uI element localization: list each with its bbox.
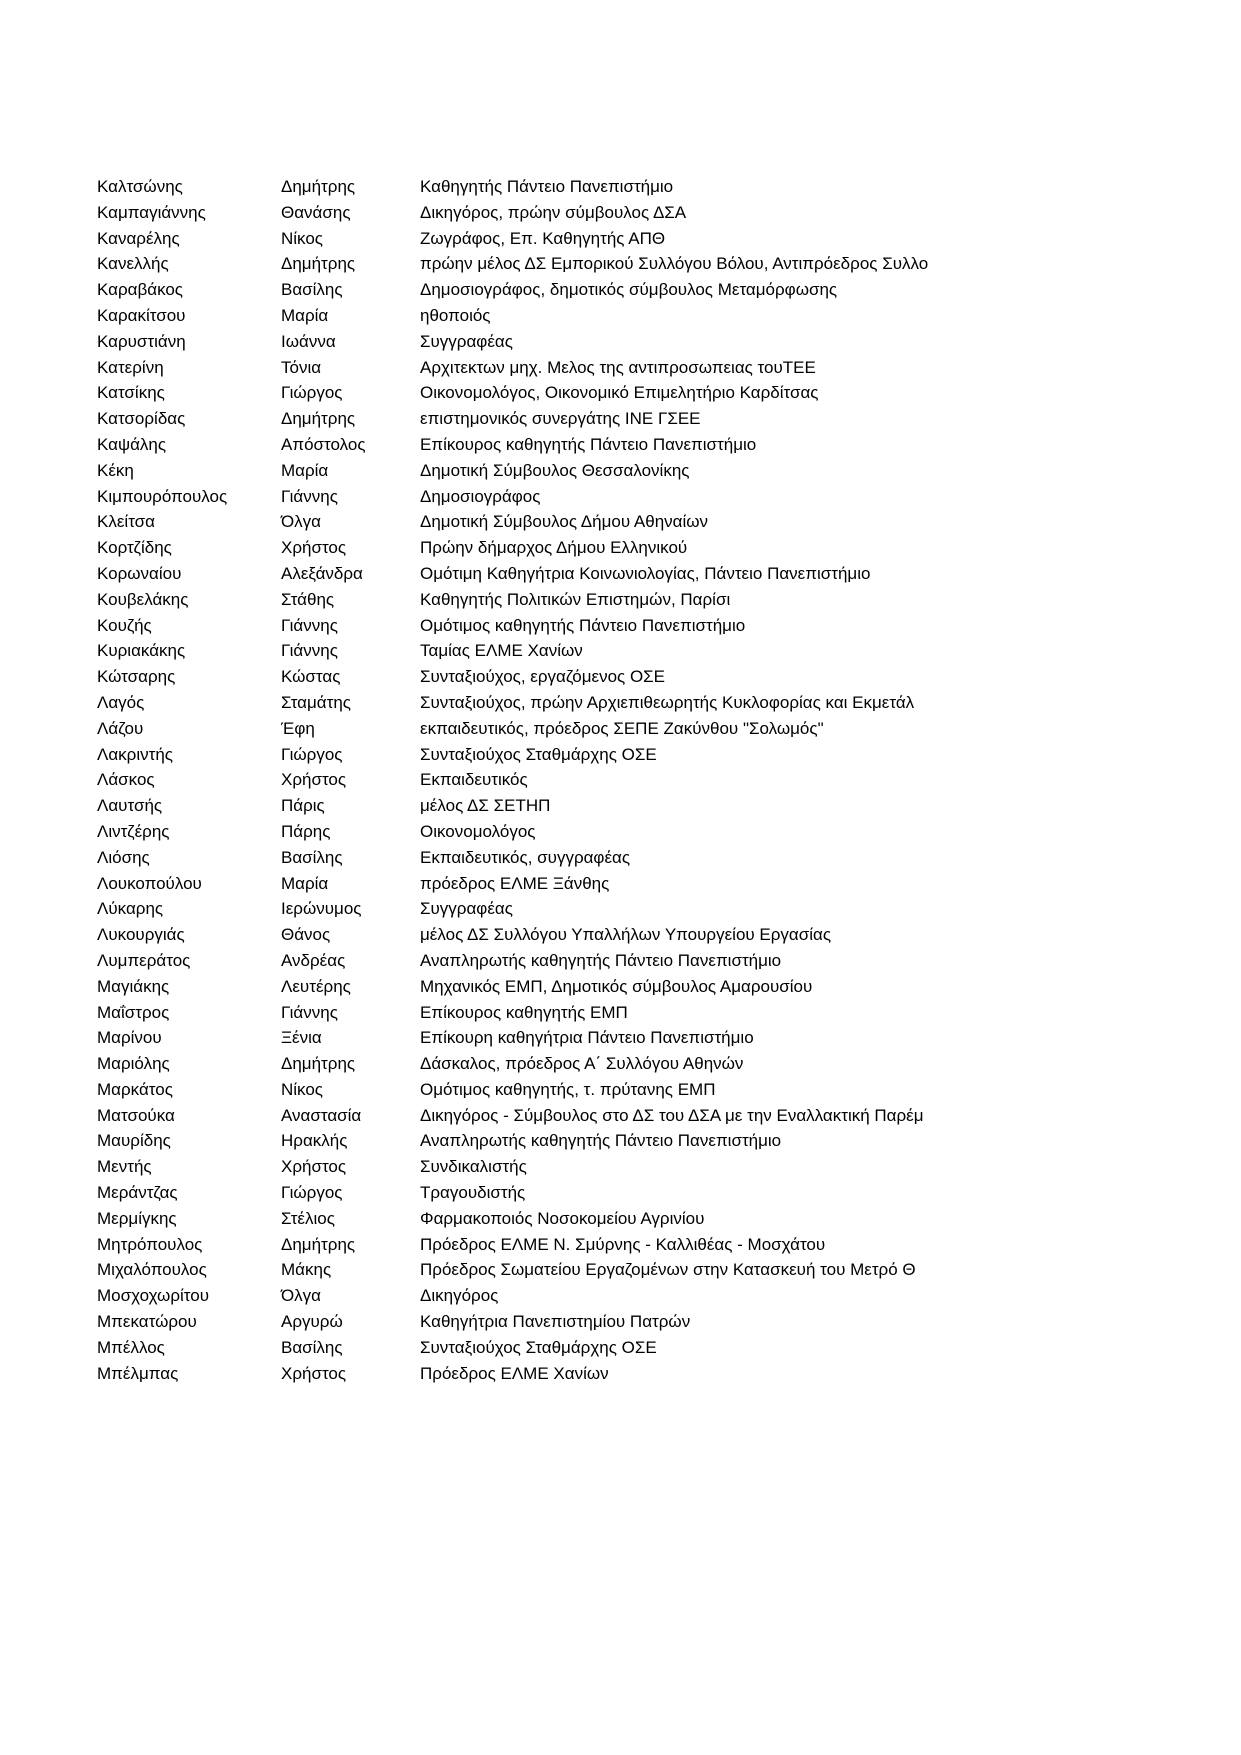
role-cell: Συνταξιούχος Σταθμάρχης ΟΣΕ	[420, 1337, 657, 1357]
role-cell: πρώην μέλος ΔΣ Εμπορικού Συλλόγου Βόλου, Αντιπρόεδρος Συλλο	[420, 254, 929, 274]
table-row	[0, 251, 1241, 277]
surname-cell: Καρυστιάνη	[97, 331, 186, 351]
surname-cell: Κατσίκης	[97, 383, 165, 403]
role-cell: Επίκουρος καθηγητής ΕΜΠ	[420, 1002, 628, 1022]
role-cell: Δημοτική Σύμβουλος Δήμου Αθηναίων	[420, 512, 709, 532]
firstname-cell: Πάρις	[281, 796, 325, 816]
firstname-cell: Στέλιος	[281, 1208, 335, 1228]
role-cell: Πρόεδρος Σωματείου Εργαζομένων στην Κατασκευή του Μετρό Θ	[420, 1260, 916, 1280]
surname-cell: Κλείτσα	[97, 512, 155, 532]
role-cell: πρόεδρος ΕΛΜΕ Ξάνθης	[420, 873, 610, 893]
firstname-cell: Βασίλης	[281, 1337, 343, 1357]
table-row	[0, 1128, 1241, 1154]
role-cell: Δημοσιογράφος, δημοτικός σύμβουλος Μεταμόρφωσης	[420, 280, 838, 300]
firstname-cell: Σταμάτης	[281, 692, 351, 712]
table-row	[0, 819, 1241, 845]
role-cell: Δικηγόρος	[420, 1286, 499, 1306]
table-row	[0, 1180, 1241, 1206]
table-row	[0, 1051, 1241, 1077]
surname-cell: Μαΐστρος	[97, 1002, 170, 1022]
firstname-cell: Στάθης	[281, 589, 335, 609]
role-cell: Ζωγράφος, Επ. Καθηγητής ΑΠΘ	[420, 228, 666, 248]
role-cell: Πρώην δήμαρχος Δήμου Ελληνικού	[420, 538, 688, 558]
table-row	[0, 793, 1241, 819]
surname-cell: Μπέλμπας	[97, 1363, 179, 1383]
surname-cell: Μαρκάτος	[97, 1079, 173, 1099]
surname-cell: Μεντής	[97, 1157, 152, 1177]
firstname-cell: Δημήτρης	[281, 1234, 356, 1254]
surname-cell: Λαυτσής	[97, 796, 163, 816]
firstname-cell: Μαρία	[281, 305, 329, 325]
role-cell: Τραγουδιστής	[420, 1183, 526, 1203]
role-cell: Επίκουρος καθηγητής Πάντειο Πανεπιστήμιο	[420, 434, 757, 454]
role-cell: Δικηγόρος - Σύμβουλος στο ΔΣ του ΔΣΑ με την Εναλλακτική Παρέμ	[420, 1105, 924, 1125]
surname-cell: Κέκη	[97, 460, 134, 480]
role-cell: Συνδικαλιστής	[420, 1157, 527, 1177]
firstname-cell: Πάρης	[281, 821, 331, 841]
table-row	[0, 1361, 1241, 1387]
firstname-cell: Μάκης	[281, 1260, 332, 1280]
table-row	[0, 1000, 1241, 1026]
firstname-cell: Νίκος	[281, 228, 323, 248]
table-row	[0, 561, 1241, 587]
surname-cell: Κυριακάκης	[97, 641, 186, 661]
role-cell: Συγγραφέας	[420, 899, 513, 919]
firstname-cell: Χρήστος	[281, 1363, 347, 1383]
role-cell: Ομότιμος καθηγητής, τ. πρύτανης ΕΜΠ	[420, 1079, 716, 1099]
table-row	[0, 896, 1241, 922]
surname-cell: Λύκαρης	[97, 899, 164, 919]
surname-cell: Λυμπεράτος	[97, 950, 191, 970]
role-cell: Δημοτική Σύμβουλος Θεσσαλονίκης	[420, 460, 690, 480]
role-cell: Καθηγητής Πολιτικών Επιστημών, Παρίσι	[420, 589, 731, 609]
table-row	[0, 767, 1241, 793]
role-cell: Δικηγόρος, πρώην σύμβουλος ΔΣΑ	[420, 202, 687, 222]
surname-cell: Κώτσαρης	[97, 667, 176, 687]
surname-cell: Μερμίγκης	[97, 1208, 177, 1228]
table-row	[0, 716, 1241, 742]
surname-cell: Κατσορίδας	[97, 409, 186, 429]
role-cell: ηθοποιός	[420, 305, 491, 325]
surname-cell: Κουβελάκης	[97, 589, 189, 609]
role-cell: Μηχανικός ΕΜΠ, Δημοτικός σύμβουλος Αμαρουσίου	[420, 976, 813, 996]
table-row	[0, 1206, 1241, 1232]
table-row	[0, 226, 1241, 252]
table-row	[0, 200, 1241, 226]
firstname-cell: Γιώργος	[281, 1183, 343, 1203]
role-cell: Αναπληρωτής καθηγητής Πάντειο Πανεπιστήμιο	[420, 950, 782, 970]
surname-cell: Λάζου	[97, 718, 144, 738]
surname-cell: Μοσχοχωρίτου	[97, 1286, 209, 1306]
firstname-cell: Λευτέρης	[281, 976, 351, 996]
surname-cell: Κουζής	[97, 615, 152, 635]
surname-cell: Λουκοπούλου	[97, 873, 202, 893]
surname-cell: Λιόσης	[97, 847, 150, 867]
surname-cell: Λάσκος	[97, 770, 155, 790]
firstname-cell: Χρήστος	[281, 770, 347, 790]
firstname-cell: Όλγα	[281, 1286, 321, 1306]
firstname-cell: Μαρία	[281, 873, 329, 893]
role-cell: μέλος ΔΣ Συλλόγου Υπαλλήλων Υπουργείου Εργασίας	[420, 925, 832, 945]
table-row	[0, 329, 1241, 355]
firstname-cell: Γιάννης	[281, 615, 338, 635]
role-cell: Συνταξιούχος Σταθμάρχης ΟΣΕ	[420, 744, 657, 764]
table-row	[0, 406, 1241, 432]
firstname-cell: Θάνος	[281, 925, 331, 945]
firstname-cell: Απόστολος	[281, 434, 366, 454]
surname-cell: Καμπαγιάννης	[97, 202, 206, 222]
firstname-cell: Βασίλης	[281, 847, 343, 867]
table-row	[0, 277, 1241, 303]
firstname-cell: Ιωάννα	[281, 331, 336, 351]
surname-cell: Μαυρίδης	[97, 1131, 171, 1151]
firstname-cell: Μαρία	[281, 460, 329, 480]
table-row	[0, 1077, 1241, 1103]
surname-cell: Λιντζέρης	[97, 821, 170, 841]
firstname-cell: Αναστασία	[281, 1105, 362, 1125]
firstname-cell: Γιώργος	[281, 383, 343, 403]
table-row	[0, 484, 1241, 510]
firstname-cell: Δημήτρης	[281, 1054, 356, 1074]
role-cell: Εκπαιδευτικός, συγγραφέας	[420, 847, 631, 867]
firstname-cell: Βασίλης	[281, 280, 343, 300]
surname-cell: Καλτσώνης	[97, 177, 183, 196]
role-cell: Οικονομολόγος	[420, 821, 536, 841]
surname-cell: Καραβάκος	[97, 280, 184, 300]
table-row	[0, 1232, 1241, 1258]
table-row	[0, 690, 1241, 716]
role-cell: Οικονομολόγος, Οικονομικό Επιμελητήριο Καρδίτσας	[420, 383, 819, 403]
surname-cell: Μαρίνου	[97, 1028, 162, 1048]
firstname-cell: Θανάσης	[281, 202, 351, 222]
role-cell: Δημοσιογράφος	[420, 486, 541, 506]
role-cell: εκπαιδευτικός, πρόεδρος ΣΕΠΕ Ζακύνθου "Σολωμός"	[420, 718, 824, 738]
surname-cell: Μαγιάκης	[97, 976, 170, 996]
role-cell: Συγγραφέας	[420, 331, 513, 351]
firstname-cell: Όλγα	[281, 512, 321, 532]
surname-cell: Λαγός	[97, 692, 145, 712]
firstname-cell: Χρήστος	[281, 1157, 347, 1177]
role-cell: Καθηγήτρια Πανεπιστημίου Πατρών	[420, 1312, 691, 1332]
role-cell: Αρχιτεκτων μηχ. Μελος της αντιπροσωπειας τουΤΕΕ	[420, 357, 816, 377]
table-row	[0, 380, 1241, 406]
role-cell: Αναπληρωτής καθηγητής Πάντειο Πανεπιστήμιο	[420, 1131, 782, 1151]
table-row	[0, 1103, 1241, 1129]
firstname-cell: Ηρακλής	[281, 1131, 348, 1151]
firstname-cell: Κώστας	[281, 667, 341, 687]
firstname-cell: Ιερώνυμος	[281, 899, 362, 919]
role-cell: Ομότιμος καθηγητής Πάντειο Πανεπιστήμιο	[420, 615, 746, 635]
table-row	[0, 174, 1241, 200]
role-cell: Πρόεδρος ΕΛΜΕ Χανίων	[420, 1363, 609, 1383]
signatories-list	[0, 174, 1241, 1386]
role-cell: Συνταξιούχος, εργαζόμενος ΟΣΕ	[420, 667, 666, 687]
table-row	[0, 664, 1241, 690]
table-row	[0, 355, 1241, 381]
table-row	[0, 742, 1241, 768]
firstname-cell: Γιάννης	[281, 486, 338, 506]
role-cell: Επίκουρη καθηγήτρια Πάντειο Πανεπιστήμιο	[420, 1028, 754, 1048]
table-row	[0, 1025, 1241, 1051]
firstname-cell: Δημήτρης	[281, 409, 356, 429]
table-row	[0, 535, 1241, 561]
role-cell: μέλος ΔΣ ΣΕΤΗΠ	[420, 796, 551, 816]
firstname-cell: Νίκος	[281, 1079, 323, 1099]
surname-cell: Μπεκατώρου	[97, 1312, 197, 1332]
surname-cell: Κανελλής	[97, 254, 169, 274]
surname-cell: Μητρόπουλος	[97, 1234, 203, 1254]
surname-cell: Καψάλης	[97, 434, 167, 454]
table-row	[0, 948, 1241, 974]
firstname-cell: Τόνια	[281, 357, 322, 377]
table-row	[0, 1335, 1241, 1361]
firstname-cell: Ξένια	[281, 1028, 322, 1048]
surname-cell: Κιμπουρόπουλος	[97, 486, 228, 506]
surname-cell: Καρακίτσου	[97, 305, 186, 325]
surname-cell: Μεράντζας	[97, 1183, 178, 1203]
role-cell: Φαρμακοποιός Νοσοκομείου Αγρινίου	[420, 1208, 705, 1228]
table-row	[0, 1257, 1241, 1283]
surname-cell: Καναρέλης	[97, 228, 180, 248]
firstname-cell: Γιώργος	[281, 744, 343, 764]
table-row	[0, 974, 1241, 1000]
surname-cell: Κορτζίδης	[97, 538, 172, 558]
role-cell: Συνταξιούχος, πρώην Αρχιεπιθεωρητής Κυκλοφορίας και Εκμετάλ	[420, 692, 915, 712]
table-row	[0, 871, 1241, 897]
table-row	[0, 509, 1241, 535]
firstname-cell: Γιάννης	[281, 1002, 338, 1022]
table-row	[0, 613, 1241, 639]
table-row	[0, 845, 1241, 871]
role-cell: Πρόεδρος ΕΛΜΕ Ν. Σμύρνης - Καλλιθέας - Μοσχάτου	[420, 1234, 826, 1254]
surname-cell: Μπέλλος	[97, 1337, 165, 1357]
surname-cell: Κατερίνη	[97, 357, 164, 377]
role-cell: Ομότιμη Καθηγήτρια Κοινωνιολογίας, Πάντειο Πανεπιστήμιο	[420, 563, 871, 583]
role-cell: επιστημονικός συνεργάτης ΙΝΕ ΓΣΕΕ	[420, 409, 701, 429]
role-cell: Εκπαιδευτικός	[420, 770, 528, 790]
table-row	[0, 638, 1241, 664]
firstname-cell: Δημήτρης	[281, 254, 356, 274]
role-cell: Καθηγητής Πάντειο Πανεπιστήμιο	[420, 177, 674, 196]
surname-cell: Μαριόλης	[97, 1054, 170, 1074]
firstname-cell: Ανδρέας	[281, 950, 346, 970]
table-row	[0, 587, 1241, 613]
firstname-cell: Αλεξάνδρα	[281, 563, 363, 583]
surname-cell: Μιχαλόπουλος	[97, 1260, 207, 1280]
firstname-cell: Χρήστος	[281, 538, 347, 558]
table-row	[0, 1154, 1241, 1180]
table-row	[0, 303, 1241, 329]
role-cell: Ταμίας ΕΛΜΕ Χανίων	[420, 641, 583, 661]
surname-cell: Κορωναίου	[97, 563, 182, 583]
role-cell: Δάσκαλος, πρόεδρος Α΄ Συλλόγου Αθηνών	[420, 1054, 744, 1074]
surname-cell: Λυκουργιάς	[97, 925, 185, 945]
firstname-cell: Έφη	[281, 718, 315, 738]
table-row	[0, 1283, 1241, 1309]
table-row	[0, 432, 1241, 458]
surname-cell: Ματσούκα	[97, 1105, 175, 1125]
firstname-cell: Δημήτρης	[281, 177, 356, 196]
surname-cell: Λακριντής	[97, 744, 173, 764]
table-row	[0, 922, 1241, 948]
firstname-cell: Γιάννης	[281, 641, 338, 661]
table-row	[0, 458, 1241, 484]
table-row	[0, 1309, 1241, 1335]
firstname-cell: Αργυρώ	[281, 1312, 343, 1332]
